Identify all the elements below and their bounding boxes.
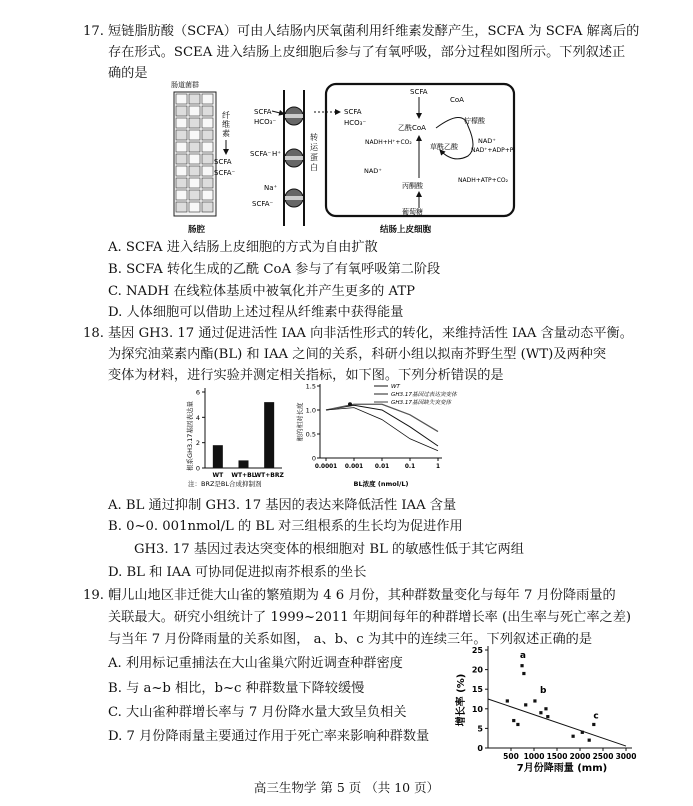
page-footer: 高三生物学 第 5 页 （共 10 页） [253, 780, 440, 795]
lumen-cell [176, 178, 187, 188]
q19-option-d: D. 7 月份降雨量主要通过作用于死亡率来影响种群数量 [108, 729, 430, 744]
lumen-cell [202, 118, 213, 128]
q17-option-d: D. 人体细胞可以借助上述过程从纤维素中获得能量 [108, 305, 404, 320]
line-xtick-label: 0.001 [344, 464, 364, 470]
q19-option-c: C. 大山雀种群增长率与 7 月份降水量大致呈负相关 [108, 705, 407, 720]
lumen-cell [176, 118, 187, 128]
scatter-xlabel: 7月份降雨量 (mm) [516, 763, 608, 774]
lumen-cell [189, 190, 200, 200]
scatter-xtick-label: 3000 [615, 752, 637, 761]
scfa-top: SCFA [410, 88, 428, 96]
lumen-cell [189, 142, 200, 152]
scatter-point [539, 711, 542, 714]
lumen-cell [202, 202, 213, 212]
scatter-ylabel: 增长率 (%) [456, 673, 467, 727]
lumen-cell [202, 178, 213, 188]
q17-option-c: C. NADH 在线粒体基质中被氧化并产生更多的 ATP [108, 284, 415, 299]
q19-option-a: A. 利用标记重捕法在大山雀巢穴附近调查种群密度 [108, 656, 403, 671]
scatter-ytick-label: 10 [471, 704, 483, 714]
scatter-point [546, 715, 549, 718]
q18-line-chart [292, 378, 458, 492]
q19-stem-line-2: 关联最大。研究小组统计了 1999~2011 年期间每年的种群增长率 (出生率与死亡率之差) [108, 610, 632, 625]
nad-right: NAD⁺ [478, 137, 496, 145]
line-series-3 [326, 408, 438, 451]
scatter-point [506, 699, 509, 702]
scatter-point [572, 735, 575, 738]
bar-1 [213, 445, 223, 468]
cellulose-label: 纤维素 [222, 111, 230, 138]
bar-note: 注：BRZ是BL合成抑制剂 [188, 480, 262, 488]
scatter-point [533, 699, 536, 702]
scatter-xtick-label: 2000 [569, 752, 591, 761]
oxaloacetate-label: 草酰乙酸 [430, 143, 458, 151]
legend-label: GH3.17基因过表达突变体 [391, 392, 457, 399]
scatter-xtick-label: 1500 [546, 752, 568, 761]
coa-label: CoA [450, 96, 464, 104]
lumen-cell [189, 154, 200, 164]
scatter-point [544, 707, 547, 710]
lumen-cell [189, 202, 200, 212]
citrate-label: 柠檬酸 [464, 117, 485, 125]
lumen-cell [189, 94, 200, 104]
nadh-atp-label: NADH+ATP+CO₂ [458, 177, 509, 184]
bar-2 [239, 460, 249, 468]
line-ytick-label: 1.5 [305, 382, 316, 391]
cell-scfa: SCFA [344, 108, 362, 116]
line-xtick-label: 0.0001 [314, 464, 338, 470]
scatter-point [588, 739, 591, 742]
lumen-cell [202, 106, 213, 116]
line-ytick-label: 1.0 [305, 406, 316, 415]
q18-stem-line-3: 变体为材料，进行实验并测定相关指标，如下图。下列分析错误的是 [108, 368, 504, 383]
bar-xlabel: WT [212, 472, 224, 479]
lumen-cell [189, 178, 200, 188]
q19-stem-line-3: 与当年 7 月份降雨量的关系如图， a、b、c 为其中的连续三年。下列叙述正确的是 [108, 632, 593, 647]
scatter-point [524, 703, 527, 706]
bar-ytick-label: 2 [195, 439, 200, 448]
lumen-cell [176, 202, 187, 212]
lumen-cell [202, 190, 213, 200]
scatter-point [516, 723, 519, 726]
line-ylabel: 根的相对长度 [296, 402, 304, 442]
cell-hco3: HCO₃⁻ [344, 119, 367, 127]
pyruvate-label: 丙酮酸 [402, 182, 423, 190]
acetyl-coa-label: 乙酰CoA [398, 124, 426, 132]
lumen-scfa: SCFA [214, 158, 232, 166]
scatter-ytick-label: 15 [471, 685, 483, 695]
scatter-label-b: b [539, 686, 547, 697]
lumen-cell [176, 166, 187, 176]
scatter-ytick-label: 20 [471, 665, 483, 675]
lumen-cell [176, 94, 187, 104]
scatter-trendline [488, 699, 626, 746]
line-xtick-label: 0.1 [404, 464, 416, 470]
bar-ytick-label: 0 [195, 464, 200, 473]
lumen-cells [174, 92, 216, 216]
left-scfa-1: SCFA [254, 108, 272, 116]
q18-option-b: B. 0~0. 001nmol/L 的 BL 对三组根系的生长均为促进作用 [108, 519, 463, 534]
epithelial-label: 结肠上皮细胞 [380, 225, 432, 235]
lumen-scfa-minus: SCFA⁻ [214, 169, 236, 177]
legend-label: GH3.17基因缺失突变体 [391, 400, 452, 407]
gut-flora-label: 肠道菌群 [171, 81, 199, 89]
line-ytick-label: 0.5 [305, 430, 316, 439]
scatter-point [581, 731, 584, 734]
legend-label: WT [391, 384, 400, 391]
left-scfa-minus-2: SCFA⁻ [252, 200, 274, 208]
scatter-xtick-label: 1000 [523, 752, 545, 761]
q17-stem-line-2: 存在形式。SCEA 进入结肠上皮细胞后参与了有氧呼吸，部分过程如图所示。下列叙述正 [108, 45, 626, 60]
left-h-plus: H⁺ [272, 150, 281, 158]
lumen-cell [176, 154, 187, 164]
left-scfa-minus-h: SCFA⁻ [250, 150, 272, 158]
lumen-cell [189, 166, 200, 176]
line-xtick-label: 0.01 [374, 464, 390, 470]
lumen-cell [202, 166, 213, 176]
scatter-label-c: c [593, 711, 599, 722]
q17-option-a: A. SCFA 进入结肠上皮细胞的方式为自由扩散 [108, 240, 378, 255]
scatter-ytick-label: 25 [471, 646, 483, 655]
lumen-cell [189, 118, 200, 128]
bar-xlabel: WT+BRZ [254, 472, 284, 479]
transporters [285, 107, 303, 207]
nad-left: NAD⁺ [364, 167, 382, 175]
scatter-point [512, 719, 515, 722]
lumen-cell [189, 130, 200, 140]
q17-stem-line-3: 确的是 [108, 66, 148, 81]
scatter-ytick-label: 5 [477, 724, 483, 734]
q18-stem-line-2: 为探究油菜素内酯(BL) 和 IAA 之间的关系，科研小组以拟南芥野生型 (WT)及两种突 [108, 347, 607, 362]
line-ytick-label: 0 [311, 454, 316, 463]
bar-ylabel: 根系GH3.17基因表达量 [186, 401, 194, 471]
lumen-cell [202, 130, 213, 140]
bar-xlabel: WT+BL [231, 472, 256, 479]
lumen-cell [202, 154, 213, 164]
lumen-cell [202, 94, 213, 104]
scatter-point [520, 664, 523, 667]
scatter-ytick-label: 0 [477, 744, 483, 753]
q19-option-b: B. 与 a~b 相比，b~c 种群数量下降较缓慢 [108, 681, 365, 696]
q17-figure [168, 78, 520, 236]
q18-option-a: A. BL 通过抑制 GH3. 17 基因的表达来降低活性 IAA 含量 [108, 498, 457, 513]
transporter-label: 转运蛋白 [310, 133, 318, 172]
lumen-cell [202, 142, 213, 152]
line-xlabel: BL浓度 (nmol/L) [353, 480, 409, 488]
line-point [348, 402, 352, 406]
q18-stem-line-1: 基因 GH3. 17 通过促进活性 IAA 向非活性形式的转化，来维持活性 IAA 含量动态平衡。 [108, 326, 633, 341]
q19-number: 19. [83, 588, 104, 603]
left-na-plus: Na⁺ [264, 184, 278, 192]
scatter-point [522, 672, 525, 675]
scatter-label-a: a [519, 650, 526, 661]
bar-3 [264, 402, 274, 468]
lumen-cell [176, 142, 187, 152]
nadh-co2-label: NADH+H⁺+CO₂ [365, 139, 412, 146]
bar-ytick-label: 6 [195, 388, 200, 397]
nad-adp-label: NAD⁺+ADP+Pi [471, 147, 515, 154]
q17-option-b: B. SCFA 转化生成的乙酰 CoA 参与了有氧呼吸第二阶段 [108, 262, 441, 277]
q17-number: 17. [83, 24, 104, 39]
scatter-xtick-label: 500 [503, 752, 519, 761]
q17-stem-line-1: 短链脂肪酸（SCFA）可由人结肠内厌氧菌利用纤维素发酵产生，SCFA 为 SCFA 解离后的 [108, 24, 640, 39]
lumen-cell [189, 106, 200, 116]
lumen-cell [176, 106, 187, 116]
q19-stem-line-1: 帽儿山地区非迁徙大山雀的繁殖期为 4 6 月份，其种群数量变化与每年 7 月份降雨量的 [108, 588, 616, 603]
lumen-cell [176, 130, 187, 140]
lumen-label: 肠腔 [188, 225, 206, 235]
q18-option-d: D. BL 和 IAA 可协同促进拟南芥根系的坐长 [108, 565, 367, 580]
q18-number: 18. [83, 326, 104, 341]
scatter-point [592, 723, 595, 726]
line-series-1 [326, 405, 438, 446]
lumen-cell [176, 190, 187, 200]
left-hco3: HCO₃⁻ [254, 118, 277, 126]
q18-option-c: GH3. 17 基因过表达突变体的根细胞对 BL 的敏感性低于其它两组 [134, 542, 524, 557]
q18-bar-chart [180, 380, 288, 492]
q19-scatter-chart [450, 640, 650, 776]
bar-ytick-label: 4 [195, 413, 200, 422]
scatter-xtick-label: 2500 [592, 752, 614, 761]
glucose-label: 葡萄糖 [402, 208, 423, 216]
line-xtick-label: 1 [435, 464, 441, 470]
